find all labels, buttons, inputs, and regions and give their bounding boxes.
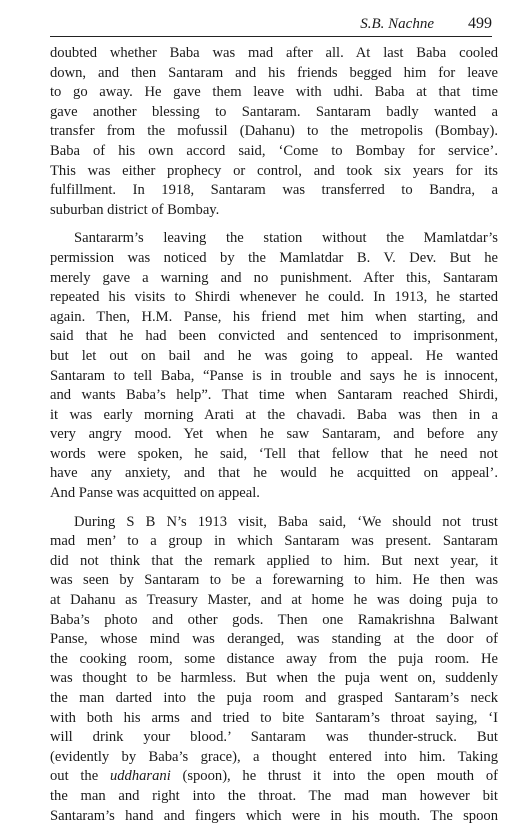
text-line: suburban district of Bombay. (50, 201, 220, 218)
text-line: the cooking room, some distance away from the puja room. He (50, 650, 498, 667)
text-line: permission was noticed by the Mamlatdar B. V. Dev. But he (50, 249, 498, 266)
text-line: it was early morning Arati at the chavadi. Baba was then in a (50, 406, 498, 423)
text-line: gave another blessing to Santaram. Santaram badly wanted a (50, 103, 498, 120)
text-line: down, and then Santaram and his friends begged him for leave (50, 64, 498, 81)
text-line: During S B N’s 1913 visit, Baba said, ‘We should not trust (74, 513, 498, 530)
paragraph (50, 44, 498, 220)
text-line: fulfillment. In 1918, Santaram was transferred to Bandra, a (50, 182, 498, 199)
text-line: This was either prophecy or control, and took six years for its (50, 162, 498, 179)
text-line: with both his arms and tried to bite Santaram’s throat saying, ‘I (50, 709, 498, 726)
text-line: Santaram to tell Baba, “Panse is in trouble and says he is innocent, (50, 367, 498, 384)
text-line: have any anxiety, and that he would he acquitted on appeal’. (50, 465, 498, 482)
text-line: And Panse was acquitted on appeal. (50, 485, 260, 502)
text-line: very angry mood. Yet when he saw Santaram, and before any (50, 426, 498, 443)
text-line: the man darted into the puja room and grasped Santaram’s neck (50, 690, 498, 706)
text-line: Panse, whose mind was deranged, was standing at the door of (50, 631, 498, 648)
text-line: (evidently by Baba’s grace), a thought entered into him. Taking (50, 748, 498, 765)
text-line: doubted whether Baba was mad after all. At last Baba cooled (50, 45, 498, 61)
text-line: words were spoken, he said, ‘Tell that fellow that he need not (50, 445, 498, 462)
body-text (50, 44, 498, 826)
text-line: did not think that the remark applied to him. But next year, it (50, 552, 498, 569)
text-line: was thought to be harmless. But when the puja went on, suddenly (50, 670, 498, 687)
text-line: said that he had been convicted and sentenced to imprisonment, (50, 328, 498, 345)
text-line: and wants Baba’s help”. That time when Santaram reached Shirdi, (50, 387, 498, 404)
text-line: Santaram’s hand and fingers which were in his mouth. The spoon (50, 807, 498, 824)
running-header (50, 14, 492, 37)
text-line: repeated his visits to Shirdi whenever he could. In 1913, he started (50, 289, 498, 306)
text-line: was seen by Santaram to be a forewarning to him. He then was (50, 572, 498, 589)
text-line: the man and right into the throat. The mad man however bit (50, 787, 498, 804)
text-line: Santararm’s leaving the station without the Mamlatdar’s (74, 230, 498, 247)
text-line: to go away. He gave them leave with udhi. Baba at that time (50, 84, 498, 101)
header-author: S.B. Nachne (360, 16, 434, 32)
paragraph (50, 229, 498, 503)
text-line: again. Then, H.M. Panse, his friend met him when starting, and (50, 308, 498, 325)
text-line: but let out on bail and he was going to appeal. He wanted (50, 347, 498, 364)
text-line: Baba of his own accord said, ‘Come to Bombay for service’. (50, 142, 498, 159)
text-line: will drink your blood.’ Santaram was thunder-struck. But (50, 729, 498, 746)
page-number: 499 (468, 15, 492, 32)
text-line: transfer from the mofussil (Dahanu) to the metropolis (Bombay). (50, 123, 498, 140)
text-line: merely gave a warning and no punishment. After this, Santaram (50, 269, 498, 286)
text-line: out the uddharani (spoon), he thrust it into the open mouth of (50, 768, 498, 785)
paragraph (50, 513, 498, 826)
text-line: Baba’s photo and other gods. Then one Ramakrishna Balwant (50, 611, 498, 628)
text-line: at Dahanu as Treasury Master, and at home he was doing puja to (50, 592, 498, 609)
italic-term: uddharani (109, 768, 171, 785)
text-line: mad men’ to a group in which Santaram was present. Santaram (50, 533, 498, 550)
